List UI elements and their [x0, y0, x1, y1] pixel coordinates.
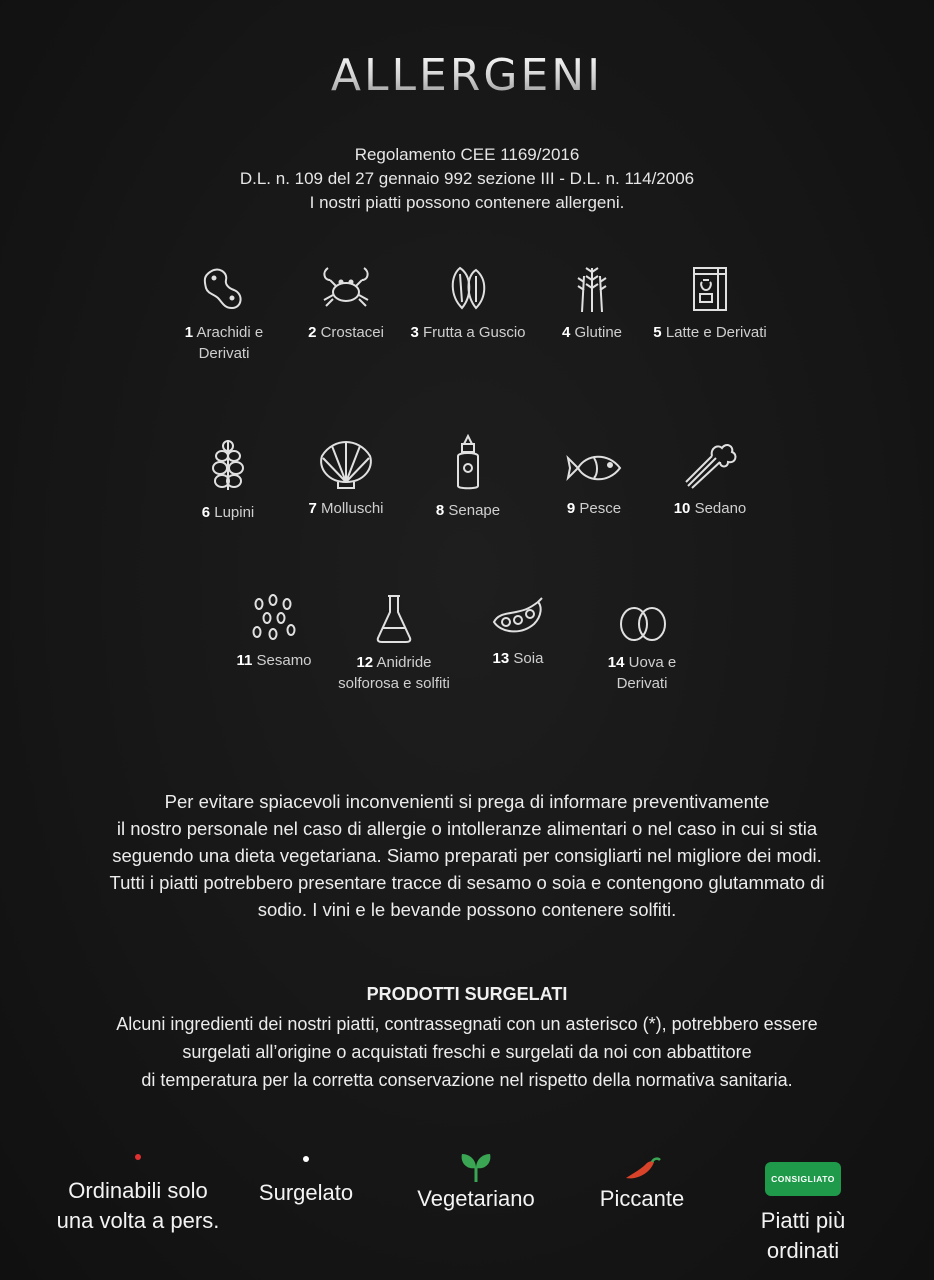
consigliato-badge: CONSIGLIATO [765, 1162, 841, 1196]
allergen-label: 13 Soia [492, 650, 544, 667]
allergen-label: 2 Crostacei [308, 324, 384, 341]
milk-carton-icon [688, 262, 732, 314]
chili-icon [622, 1156, 662, 1182]
allergen-label: 3 Frutta a Guscio [410, 324, 526, 341]
legend-label: Ordinabili solo [68, 1178, 208, 1203]
allergen-label: 1 Arachidi e Derivati [184, 324, 264, 362]
allergen-label: 10 Sedano [673, 500, 747, 517]
page-title: ALLERGENI [0, 50, 934, 101]
allergen-sesame [214, 594, 334, 671]
frozen-line: Alcuni ingredienti dei nostri piatti, contrassegnati con un asterisco (*), potrebbero essere [116, 1014, 818, 1034]
red-dot-icon [135, 1154, 141, 1160]
regulation-line: Regolamento CEE 1169/2016 [354, 145, 580, 164]
frozen-line: di temperatura per la corretta conservazione nel rispetto della normativa sanitaria. [141, 1070, 793, 1090]
allergen-label: 6 Lupini [201, 504, 255, 521]
mustard-bottle-icon [448, 434, 488, 492]
white-dot-icon [303, 1156, 309, 1162]
shell-icon [314, 438, 378, 490]
legend-spicy [572, 1156, 712, 1214]
legend-frozen [236, 1156, 376, 1208]
allergen-peanut [164, 262, 284, 364]
notice-line: il nostro personale nel caso di allergie o intolleranze alimentari o nel caso in cui si stia [116, 818, 818, 839]
legend-label: una volta a pers. [56, 1208, 220, 1233]
frozen-products-text [20, 1010, 914, 1094]
regulation-line: I nostri piatti possono contenere allergeni. [309, 193, 625, 212]
allergen-eggs [582, 600, 702, 694]
allergen-label: 4 Glutine [561, 324, 623, 341]
allergen-soy [458, 596, 578, 669]
legend-label: Surgelato [258, 1180, 354, 1205]
legend-vegetarian [396, 1152, 556, 1214]
allergen-label: 7 Molluschi [308, 500, 384, 517]
allergen-label: 8 Senape [435, 502, 501, 519]
crab-icon [318, 262, 374, 314]
allergy-notice [40, 788, 894, 923]
allergen-sulphites [334, 592, 454, 694]
allergen-mustard [408, 434, 528, 521]
legend-once-per-person [40, 1154, 236, 1236]
notice-line: Tutti i piatti potrebbero presentare tracce di sesamo o soia e contengono glutammato di [109, 872, 825, 893]
sesame-icon [249, 594, 299, 642]
allergen-fish [534, 446, 654, 519]
fish-icon [564, 446, 624, 490]
allergen-milk [650, 262, 770, 343]
legend-label: Vegetariano [417, 1186, 535, 1211]
legend-recommended [728, 1160, 878, 1266]
allergen-label: 9 Pesce [566, 500, 622, 517]
allergen-label: 11 Sesamo [236, 652, 312, 669]
notice-line: sodio. I vini e le bevande possono contenere solfiti. [257, 899, 677, 920]
notice-line: seguendo una dieta vegetariana. Siamo preparati per consigliarti nel migliore dei modi. [112, 845, 822, 866]
allergen-label: 14 Uova e Derivati [607, 654, 677, 692]
allergen-molluscs [286, 438, 406, 519]
regulation-text [0, 143, 934, 215]
allergen-celery [650, 440, 770, 519]
flask-icon [374, 592, 414, 644]
peanut-icon [198, 262, 250, 314]
allergen-crustaceans [286, 262, 406, 343]
allergen-label: 12 Anidride solforosa e solfiti [338, 654, 450, 692]
allergen-lupin [168, 436, 288, 523]
allergen-label: 5 Latte e Derivati [653, 324, 767, 341]
celery-icon [682, 440, 738, 490]
sprout-icon [458, 1152, 494, 1182]
allergen-nuts [408, 262, 528, 343]
legend-label: Piccante [599, 1186, 685, 1211]
nuts-icon [442, 262, 494, 314]
frozen-line: surgelati all’origine o acquistati freschi e surgelati da noi con abbattitore [182, 1042, 752, 1062]
soy-icon [490, 596, 546, 640]
allergen-gluten [532, 262, 652, 343]
wheat-icon [570, 262, 614, 314]
legend-label: Piatti più [760, 1208, 846, 1233]
lupin-icon [208, 436, 248, 494]
eggs-icon [614, 600, 670, 644]
frozen-products-heading: PRODOTTI SURGELATI [366, 984, 568, 1004]
notice-line: Per evitare spiacevoli inconvenienti si prega di informare preventivamente [164, 791, 770, 812]
legend-label: ordinati [766, 1238, 840, 1263]
regulation-line: D.L. n. 109 del 27 gennaio 992 sezione III - D.L. n. 114/2006 [239, 169, 695, 188]
